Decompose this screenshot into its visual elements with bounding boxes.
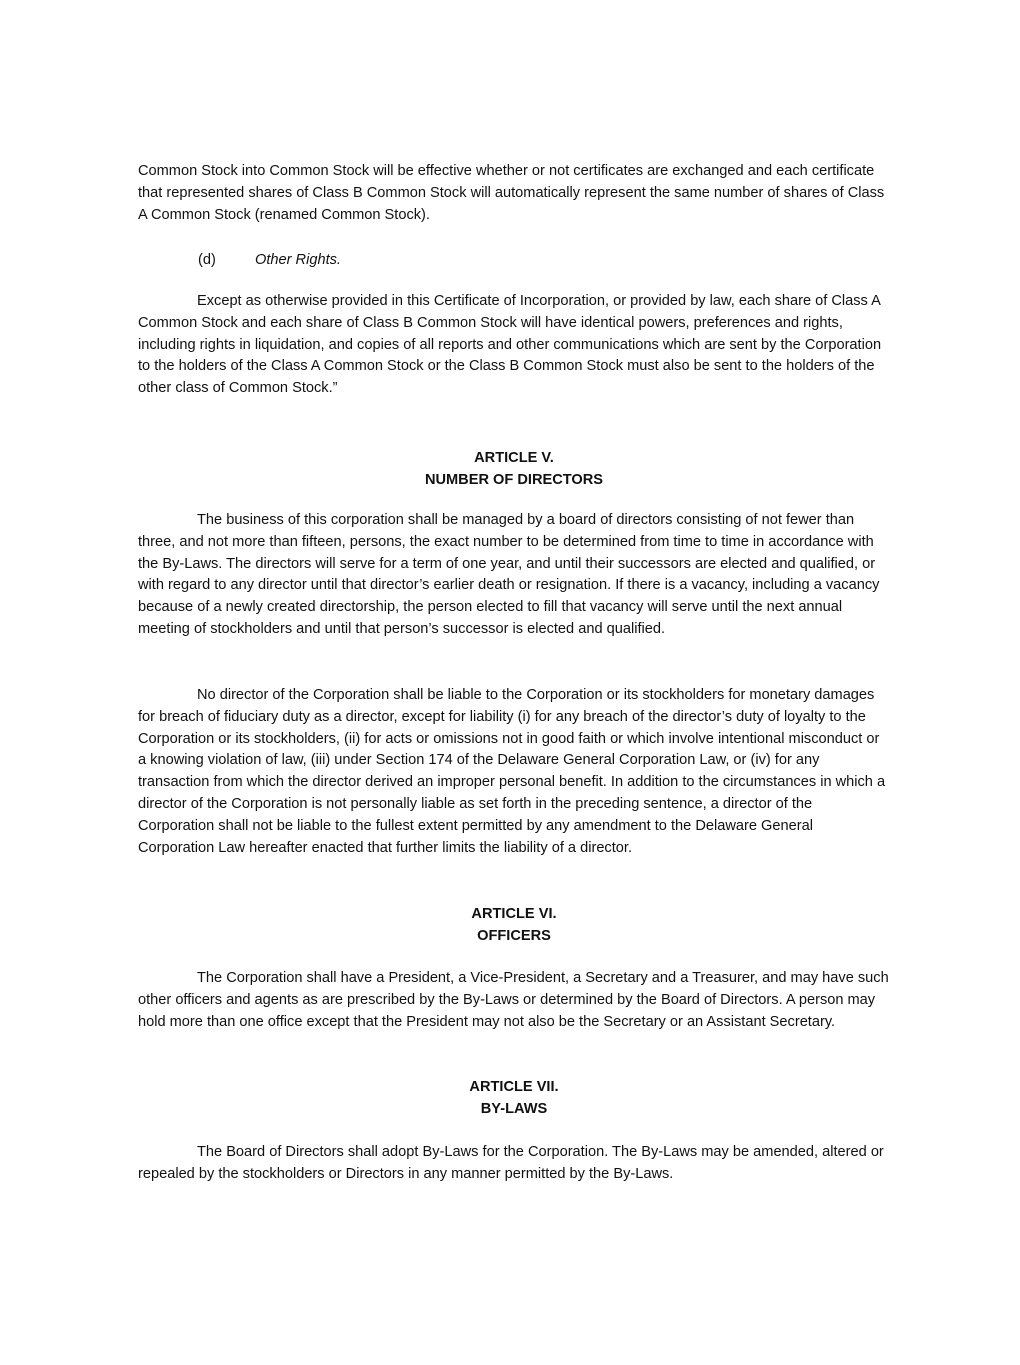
article-7-title: BY-LAWS	[480, 1100, 548, 1117]
article-7-heading	[138, 1077, 890, 1121]
continuation-paragraph: Common Stock into Common Stock will be effective whether or not certificates are exchanged and each certificate that represented shares of Class B Common Stock will automatically represent the same number of shares of Class A Common Stock (renamed Common Stock).	[138, 163, 885, 223]
subsection-heading	[198, 250, 341, 272]
article-6-title: OFFICERS	[477, 927, 551, 944]
subsection-title: Other Rights.	[255, 252, 341, 268]
article-7-paragraph: The Board of Directors shall adopt By-Laws for the Corporation. The By-Laws may be amended, altered or repealed by the stockholders or Directors in any manner permitted by the By-Laws.	[138, 1144, 884, 1182]
article-5-heading	[138, 448, 890, 492]
article-7-number: ARTICLE VII.	[469, 1079, 559, 1095]
article-5-paragraph-1: The business of this corporation shall be managed by a board of directors consisting of not fewer than three, and not more than fifteen, persons, the exact number to be determined from time to time in accordance with the By-Laws. The directors will serve for a term of one year, and until their successors are elected and qualified, or with regard to any director until that director’s earlier death or resignation. If there is a vacancy, including a vacancy because of a newly created directorship, the person elected to fill that vacancy will serve until the next annual meeting of stockholders and until that person’s successor is elected and qualified.	[138, 512, 880, 637]
article-5-title: NUMBER OF DIRECTORS	[424, 471, 604, 488]
article-6-number: ARTICLE VI.	[471, 906, 557, 922]
article-6-heading	[138, 904, 890, 948]
article-5-number: ARTICLE V.	[474, 450, 554, 466]
article-6-paragraph: The Corporation shall have a President, a Vice-President, a Secretary and a Treasurer, and may have such other officers and agents as are prescribed by the By-Laws or determined by the Board of Directors. A person may hold more than one office except that the President may not also be the Secretary or an Assistant Secretary.	[138, 970, 889, 1030]
article-5-paragraph-2: No director of the Corporation shall be liable to the Corporation or its stockholders for monetary damages for breach of fiduciary duty as a director, except for liability (i) for any breach of the director’s duty of loyalty to the Corporation or its stockholders, (ii) for acts or omissions not in good faith or which involve intentional misconduct or a knowing violation of law, (iii) under Section 174 of the Delaware General Corporation Law, or (iv) for any transaction from which the director derived an improper personal benefit. In addition to the circumstances in which a director of the Corporation is not personally liable as set forth in the preceding sentence, a director of the Corporation shall not be liable to the fullest extent permitted by any amendment to the Delaware General Corporation Law hereafter enacted that further limits the liability of a director.	[138, 687, 886, 856]
subsection-label: (d)	[198, 252, 216, 268]
other-rights-paragraph: Except as otherwise provided in this Certificate of Incorporation, or provided by law, each share of Class A Common Stock and each share of Class B Common Stock will have identical powers, preferences and rights, including rights in liquidation, and copies of all reports and other communications which are sent by the Corporation to the holders of the Class A Common Stock or the Class B Common Stock must also be sent to the holders of the other class of Common Stock.”	[138, 293, 882, 397]
